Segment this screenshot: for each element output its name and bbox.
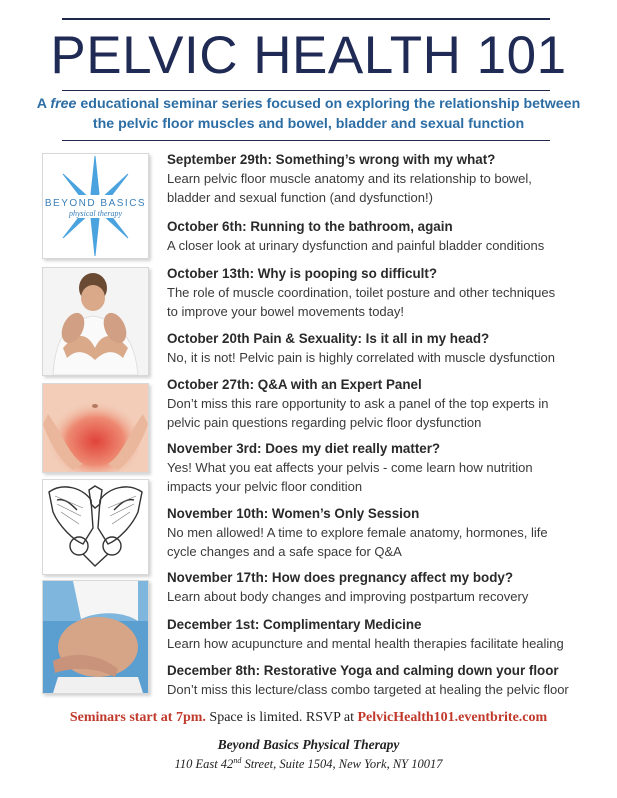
abdominal-pain-photo <box>42 383 149 473</box>
session-desc-line: cycle changes and a safe space for Q&A <box>167 544 402 559</box>
subtitle-prefix: A <box>36 96 51 112</box>
session-desc-line: The role of muscle coordination, toilet posture and other techniques <box>167 285 556 300</box>
session-item <box>167 505 607 561</box>
session-title: November 17th: How does pregnancy affect my body? <box>167 570 513 585</box>
address-suffix: Street, Suite 1504, New York, NY 10017 <box>241 757 443 772</box>
rsvp-text: Space is limited. RSVP at <box>205 710 358 725</box>
page-title: PELVIC HEALTH 101 <box>50 26 567 85</box>
beyond-basics-logo <box>42 153 149 259</box>
session-title: October 20th Pain & Sexuality: Is it all in my head? <box>167 331 490 346</box>
session-desc-line: No, it is not! Pelvic pain is highly correlated with muscle dysfunction <box>167 350 556 365</box>
session-item <box>167 265 607 321</box>
session-desc-line: Learn how acupuncture and mental health therapies facilitate healing <box>167 636 564 651</box>
subtitle <box>12 94 605 134</box>
session-title: October 27th: Q&A with an Expert Panel <box>167 377 422 392</box>
subtitle-line-1 <box>12 94 605 114</box>
session-desc-line: Learn about body changes and improving postpartum recovery <box>167 589 529 604</box>
logo-line-1: BEYOND BASICS <box>44 198 147 209</box>
subtitle-free: free <box>50 96 77 112</box>
session-desc-line: impacts your pelvic floor condition <box>167 479 363 494</box>
start-time-text: Seminars start at 7pm. <box>69 710 206 725</box>
session-desc-line: to improve your bowel movements today! <box>167 304 404 319</box>
session-desc-line: bladder and sexual function (and dysfunction!) <box>167 190 433 205</box>
address-ordinal: nd <box>233 756 242 765</box>
session-item <box>167 151 607 207</box>
rsvp-line <box>0 710 617 726</box>
session-item <box>167 662 607 699</box>
session-desc-line: A closer look at urinary dysfunction and painful bladder conditions <box>167 238 545 253</box>
man-stomach-pain-photo <box>42 267 149 376</box>
session-title: October 6th: Running to the bathroom, again <box>167 219 453 234</box>
session-title: December 8th: Restorative Yoga and calming down your floor <box>167 663 559 678</box>
session-item <box>167 569 607 606</box>
pelvis-skeleton-illustration <box>42 479 149 575</box>
subtitle-rule <box>62 140 550 141</box>
title-rule <box>62 90 550 91</box>
rsvp-link[interactable]: PelvicHealth101.eventbrite.com <box>357 710 548 725</box>
session-item <box>167 218 607 255</box>
subtitle-line-2: the pelvic floor muscles and bowel, bladder and sexual function <box>92 116 525 132</box>
address-prefix: 110 East 42 <box>174 757 234 772</box>
session-title: December 1st: Complimentary Medicine <box>167 617 422 632</box>
session-desc-line: Learn pelvic floor muscle anatomy and its relationship to bowel, <box>167 171 532 186</box>
logo-line-2: physical therapy <box>68 209 123 218</box>
pregnant-belly-photo <box>42 580 149 694</box>
session-desc-line: pelvic pain questions regarding pelvic floor dysfunction <box>167 415 482 430</box>
session-item <box>167 376 607 432</box>
session-title: November 10th: Women’s Only Session <box>167 506 420 521</box>
subtitle-line1-rest: educational seminar series focused on exploring the relationship between <box>76 96 581 112</box>
address <box>0 756 617 772</box>
session-title: November 3rd: Does my diet really matter? <box>167 441 441 456</box>
session-desc-line: Yes! What you eat affects your pelvis - come learn how nutrition <box>167 460 533 475</box>
session-desc-line: Don’t miss this lecture/class combo targeted at healing the pelvic floor <box>167 682 569 697</box>
session-title: October 13th: Why is pooping so difficult? <box>167 266 438 281</box>
top-rule <box>62 18 550 20</box>
organization-name: Beyond Basics Physical Therapy <box>217 737 400 752</box>
session-title: September 29th: Something’s wrong with my what? <box>167 152 496 167</box>
session-desc-line: No men allowed! A time to explore female anatomy, hormones, life <box>167 525 548 540</box>
session-desc-line: Don’t miss this rare opportunity to ask a panel of the top experts in <box>167 396 549 411</box>
session-item <box>167 440 607 496</box>
session-item <box>167 616 607 653</box>
session-item <box>167 330 607 367</box>
